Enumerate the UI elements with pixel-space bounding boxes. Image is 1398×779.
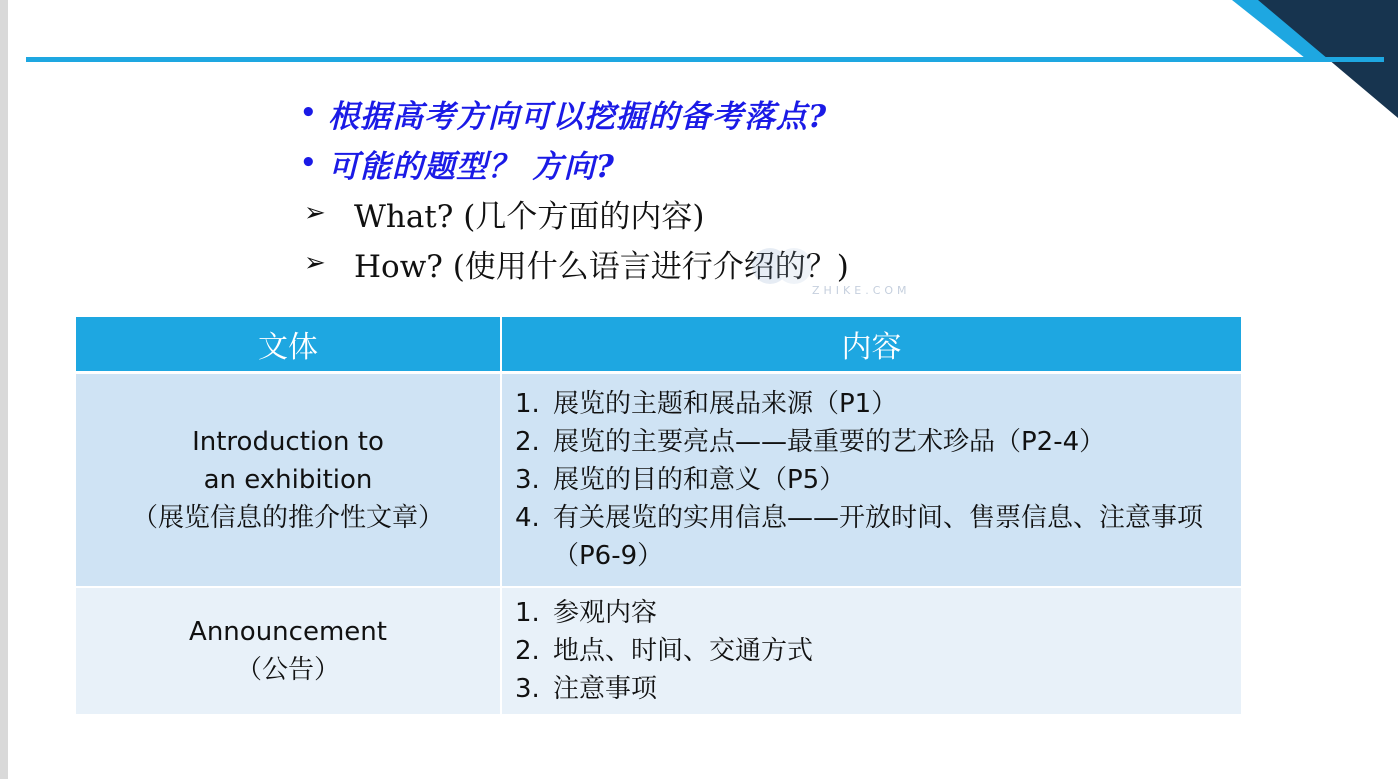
- list-item: [515, 670, 1240, 708]
- bullet-text: 根据高考方向可以挖掘的备考落点?: [328, 98, 828, 135]
- list-item-text: 展览的目的和意义（P5）: [553, 465, 846, 495]
- genre-line: （展览信息的推介性文章）: [131, 503, 444, 533]
- genre-line: Introduction to: [192, 427, 384, 457]
- list-item-text: 地点、时间、交通方式: [553, 636, 814, 666]
- arrow-text: How? (使用什么语言进行介绍的？): [354, 248, 849, 285]
- content-cell: [501, 373, 1241, 588]
- arrow-item: [300, 188, 1100, 238]
- content-list: [503, 385, 1240, 575]
- list-item: [515, 461, 1240, 499]
- list-item-number: 1.: [515, 598, 540, 628]
- arrow-text: What? (几个方面的内容): [354, 198, 705, 235]
- table-header-content: 内容: [501, 317, 1241, 373]
- genre-line: an exhibition: [203, 465, 373, 495]
- list-item: [515, 385, 1240, 423]
- top-divider-line: [26, 57, 1384, 62]
- list-item-number: 3.: [515, 465, 540, 495]
- table-row: [76, 373, 1241, 588]
- watermark-logo-icon: [748, 236, 818, 296]
- arrow-item: [300, 238, 1100, 288]
- genre-cell: [76, 587, 501, 715]
- genre-line: Announcement: [189, 617, 387, 647]
- bullet-marker: •: [300, 148, 317, 178]
- list-item: [515, 632, 1240, 670]
- table-header-genre: 文体: [76, 317, 501, 373]
- list-item-number: 3.: [515, 674, 540, 704]
- bullet-marker: •: [300, 98, 317, 128]
- content-cell: [501, 587, 1241, 715]
- genre-line: （公告）: [235, 655, 340, 685]
- bullet-list: [300, 88, 1100, 288]
- list-item-number: 4.: [515, 503, 540, 533]
- arrow-marker-icon: ➢: [304, 198, 326, 228]
- table-header-row: [76, 317, 1241, 373]
- watermark-text: ZHIKE.COM: [812, 284, 911, 297]
- list-item-text: 注意事项: [553, 674, 658, 704]
- list-item-text: 展览的主题和展品来源（P1）: [553, 389, 898, 419]
- list-item: [515, 499, 1240, 575]
- content-list: [503, 594, 1240, 708]
- list-item-text: 有关展览的实用信息——开放时间、售票信息、注意事项（P6-9）: [553, 503, 1204, 571]
- list-item: [515, 594, 1240, 632]
- bullet-item: [300, 138, 1100, 188]
- content-table: [76, 317, 1241, 716]
- bullet-text: 可能的题型？ 方向?: [328, 148, 615, 185]
- list-item-text: 展览的主要亮点——最重要的艺术珍品（P2-4）: [553, 427, 1106, 457]
- table-row: [76, 587, 1241, 715]
- list-item-number: 1.: [515, 389, 540, 419]
- list-item-number: 2.: [515, 427, 540, 457]
- arrow-marker-icon: ➢: [304, 248, 326, 278]
- list-item: [515, 423, 1240, 461]
- list-item-text: 参观内容: [553, 598, 658, 628]
- bullet-item: [300, 88, 1100, 138]
- genre-cell: [76, 373, 501, 588]
- list-item-number: 2.: [515, 636, 540, 666]
